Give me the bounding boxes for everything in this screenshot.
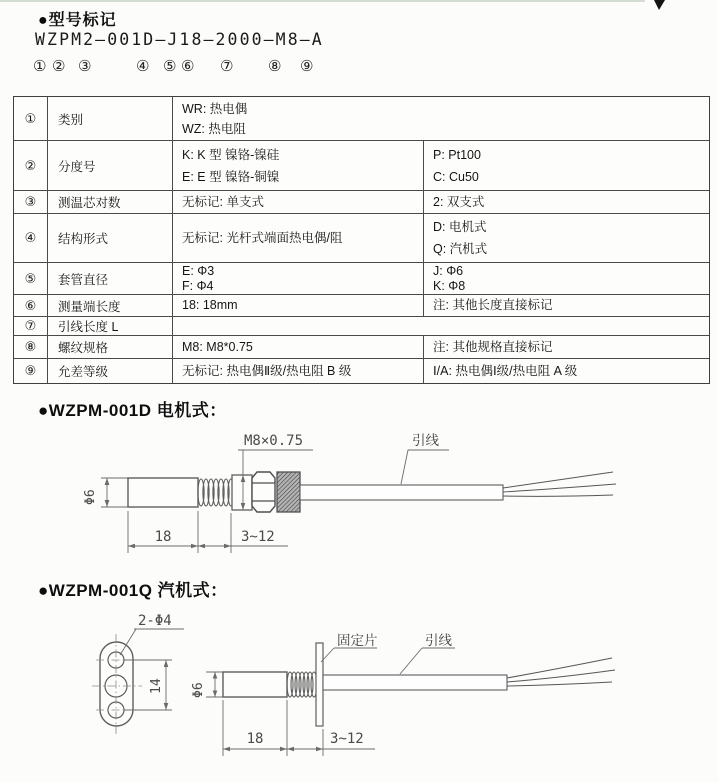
row-value-right: P: Pt100 C: Cu50	[433, 147, 481, 184]
row-label: 螺纹规格	[48, 336, 173, 358]
figure2-heading: ●WZPM-001Q 汽机式：	[38, 581, 228, 600]
row-value-left: K: K 型 镍铬-镍硅 E: E 型 镍铬-铜镍	[173, 141, 424, 190]
row-value	[173, 317, 709, 335]
marker-9: ⑨	[300, 57, 314, 75]
table-row	[14, 141, 709, 191]
fig2-lead-label: 引线	[425, 633, 452, 649]
model-legend-table	[13, 96, 710, 384]
row-value-left: 无标记: 热电偶Ⅱ级/热电阻 B 级	[173, 359, 424, 383]
table-row	[14, 359, 709, 383]
row-number: ④	[14, 214, 48, 262]
row-number: ③	[14, 191, 48, 213]
row-label: 结构形式	[48, 214, 173, 262]
row-number: ②	[14, 141, 48, 190]
row-number: ⑨	[14, 359, 48, 383]
row-value-right: 注: 其他长度直接标记	[433, 298, 553, 312]
row-number: ⑦	[14, 317, 48, 335]
fig1-range-dim: 3~12	[241, 529, 275, 545]
model-position-markers	[0, 57, 718, 77]
table-row	[14, 263, 709, 295]
marker-4: ④	[136, 57, 150, 75]
row-label: 分度号	[48, 141, 173, 190]
fig2-diameter-dim: Φ6	[191, 682, 206, 698]
fig2-plate-label: 固定片	[337, 633, 378, 649]
row-value-left: 无标记: 光杆式端面热电偶/阻	[173, 214, 424, 262]
table-row	[14, 97, 709, 141]
marker-5: ⑤	[163, 57, 177, 75]
fig1-length-dim: 18	[154, 529, 172, 545]
scan-corner-artifact	[648, 0, 672, 12]
figure2-drawing	[80, 608, 718, 782]
fig1-lead-label: 引线	[412, 433, 439, 449]
row-value-left: M8: M8*0.75	[173, 336, 424, 358]
row-value-left: 无标记: 单支式	[173, 191, 424, 213]
row-value-right: J: Φ6 K: Φ8	[433, 263, 466, 293]
fig2-range-dim: 3~12	[330, 731, 364, 747]
table-row	[14, 191, 709, 214]
table-row	[14, 295, 709, 317]
fig2-plate-height-dim: 14	[149, 678, 164, 694]
row-label: 允差等级	[48, 359, 173, 383]
row-value-right: Ⅰ/A: 热电偶Ⅰ级/热电阻 A 级	[433, 363, 578, 378]
fig1-thread-dim: M8×0.75	[244, 433, 304, 449]
row-number: ⑥	[14, 295, 48, 316]
fig2-holes-dim: 2-Φ4	[138, 613, 172, 629]
row-value-right: D: 电机式 Q: 汽机式	[433, 220, 488, 256]
marker-8: ⑧	[268, 57, 282, 75]
row-label: 测量端长度	[48, 295, 173, 316]
row-label: 类别	[48, 97, 173, 140]
row-number: ①	[14, 97, 48, 140]
row-value-left: E: Φ3 F: Φ4	[173, 263, 424, 294]
model-code: WZPM2—001D—J18—2000—M8—A	[35, 30, 324, 49]
row-value-right: 2: 双支式	[433, 194, 485, 209]
marker-1: ①	[33, 57, 47, 75]
row-value-left: 18: 18mm	[173, 295, 424, 316]
table-row	[14, 214, 709, 263]
marker-7: ⑦	[220, 57, 234, 75]
row-number: ⑤	[14, 263, 48, 294]
table-row	[14, 317, 709, 336]
scan-top-edge	[0, 0, 645, 2]
fig2-length-dim: 18	[246, 731, 264, 747]
page-title: ●型号标记	[38, 12, 117, 29]
table-row	[14, 336, 709, 359]
fig1-diameter-dim: Φ6	[83, 489, 98, 505]
row-label: 套管直径	[48, 263, 173, 294]
marker-6: ⑥	[181, 57, 195, 75]
row-label: 引线长度 L	[48, 317, 173, 335]
row-value: WR: 热电偶 WZ: 热电阻	[182, 101, 248, 136]
figure1-drawing	[80, 425, 718, 570]
figure1-heading: ●WZPM-001D 电机式：	[38, 401, 227, 420]
row-value-right: 注: 其他规格直接标记	[433, 339, 553, 354]
row-number: ⑧	[14, 336, 48, 358]
row-label: 测温芯对数	[48, 191, 173, 213]
marker-2: ②	[52, 57, 66, 75]
marker-3: ③	[78, 57, 92, 75]
